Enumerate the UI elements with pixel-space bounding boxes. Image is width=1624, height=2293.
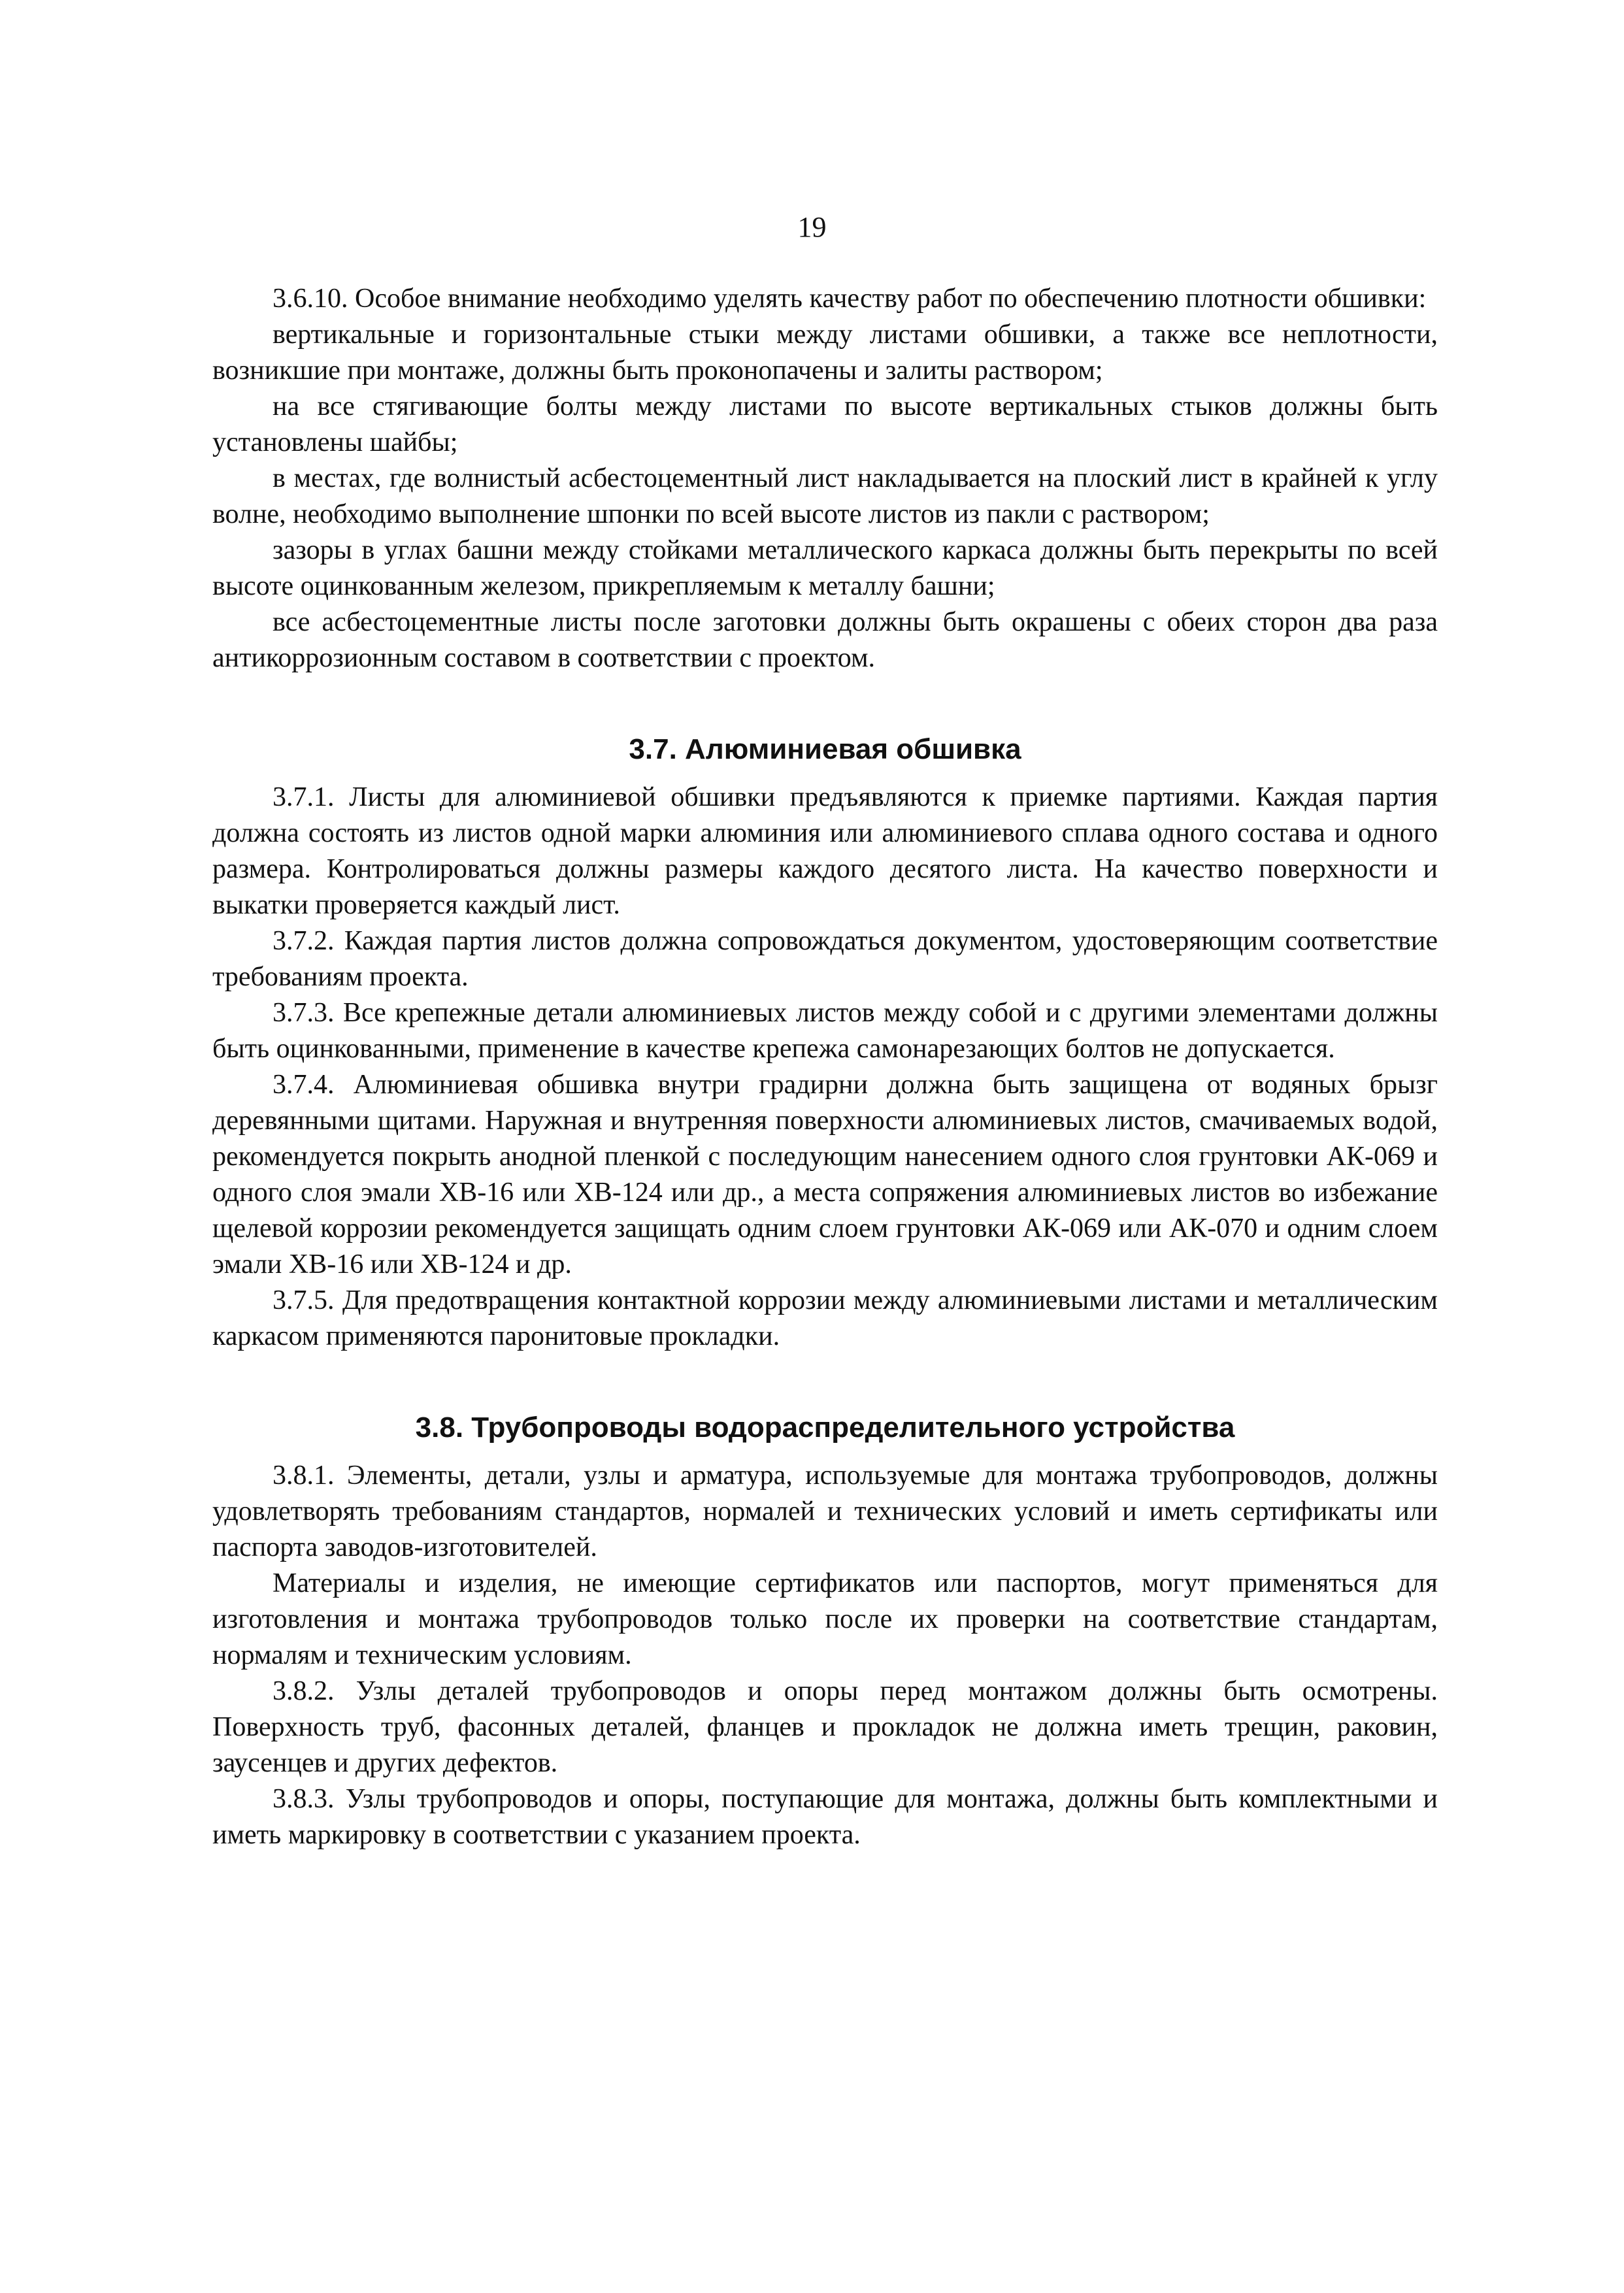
paragraph: Материалы и изделия, не имеющие сертификатов или паспортов, могут применяться для изготовления и монтажа трубопроводов только после их проверки на соответствие стандартам, нормалям и техническим условиям. — [212, 1568, 1438, 1670]
section-heading: 3.8. Трубопроводы водораспределительного устройства — [415, 1411, 1235, 1443]
page-number: 19 — [797, 211, 827, 243]
section-3-6-10 — [212, 281, 1438, 676]
paragraph: 3.8.2. Узлы деталей трубопроводов и опоры перед монтажом должны быть осмотрены. Поверхность труб, фасонных деталей, фланцев и прокладок не должна иметь трещин, раковин, заусенцев и других дефектов. — [212, 1676, 1438, 1778]
paragraph: зазоры в углах башни между стойками металлического каркаса должны быть перекрыты по всей высоте оцинкованным железом, прикрепляемым к металлу башни; — [212, 535, 1438, 601]
section-3-8 — [212, 1408, 1438, 1853]
paragraph: 3.6.10. Особое внимание необходимо уделять качеству работ по обеспечению плотности обшивки: — [273, 284, 1427, 314]
section-3-7 — [212, 730, 1438, 1355]
paragraph: на все стягивающие болты между листами по высоте вертикальных стыков должны быть установлены шайбы; — [212, 391, 1438, 457]
page-content — [212, 281, 1438, 1853]
paragraph: 3.8.3. Узлы трубопроводов и опоры, поступающие для монтажа, должны быть комплектными и иметь маркировку в соответствии с указанием проекта. — [212, 1784, 1438, 1850]
paragraph: 3.7.2. Каждая партия листов должна сопровождаться документом, удостоверяющим соответствие требованиям проекта. — [212, 926, 1438, 992]
section-heading: 3.7. Алюминиевая обшивка — [629, 733, 1021, 765]
paragraph: 3.7.4. Алюминиевая обшивка внутри градирни должна быть защищена от водяных брызг деревянными щитами. Наружная и внутренняя поверхности алюминиевых листов, смачиваемых водой, рекомендуется покрыть анодной пленкой с последующим нанесением одного слоя грунтовки АК-069 и одного слоя эмали ХВ-16 или ХВ-124 или др., а места сопряжения алюминиевых листов во избежание щелевой коррозии рекомендуется защищать одним слоем грунтовки АК-069 или АК-070 и одним слоем эмали ХВ-16 или ХВ-124 и др. — [212, 1070, 1438, 1279]
paragraph: вертикальные и горизонтальные стыки между листами обшивки, а также все неплотности, возникшие при монтаже, должны быть проконопачены и залиты раствором; — [212, 320, 1438, 386]
paragraph: в местах, где волнистый асбестоцементный лист накладывается на плоский лист в крайней к углу волне, необходимо выполнение шпонки по всей высоте листов из пакли с раствором; — [212, 463, 1438, 529]
paragraph: 3.8.1. Элементы, детали, узлы и арматура, используемые для монтажа трубопроводов, должны удовлетворять требованиям стандартов, нормалей и технических условий и иметь сертификаты или паспорта заводов-изготовителей. — [212, 1460, 1438, 1562]
paragraph: 3.7.1. Листы для алюминиевой обшивки предъявляются к приемке партиями. Каждая партия должна состоять из листов одной марки алюминия или алюминиевого сплава одного состава и одного размера. Контролироваться должны размеры каждого десятого листа. На качество поверхности и выкатки проверяется каждый лист. — [212, 782, 1438, 920]
paragraph: 3.7.3. Все крепежные детали алюминиевых листов между собой и с другими элементами должны быть оцинкованными, применение в качестве крепежа самонарезающих болтов не допускается. — [212, 998, 1438, 1064]
paragraph: 3.7.5. Для предотвращения контактной коррозии между алюминиевыми листами и металлическим каркасом применяются паронитовые прокладки. — [212, 1285, 1438, 1351]
paragraph: все асбестоцементные листы после заготовки должны быть окрашены с обеих сторон два раза антикоррозионным составом в соответствии с проектом. — [212, 607, 1438, 673]
